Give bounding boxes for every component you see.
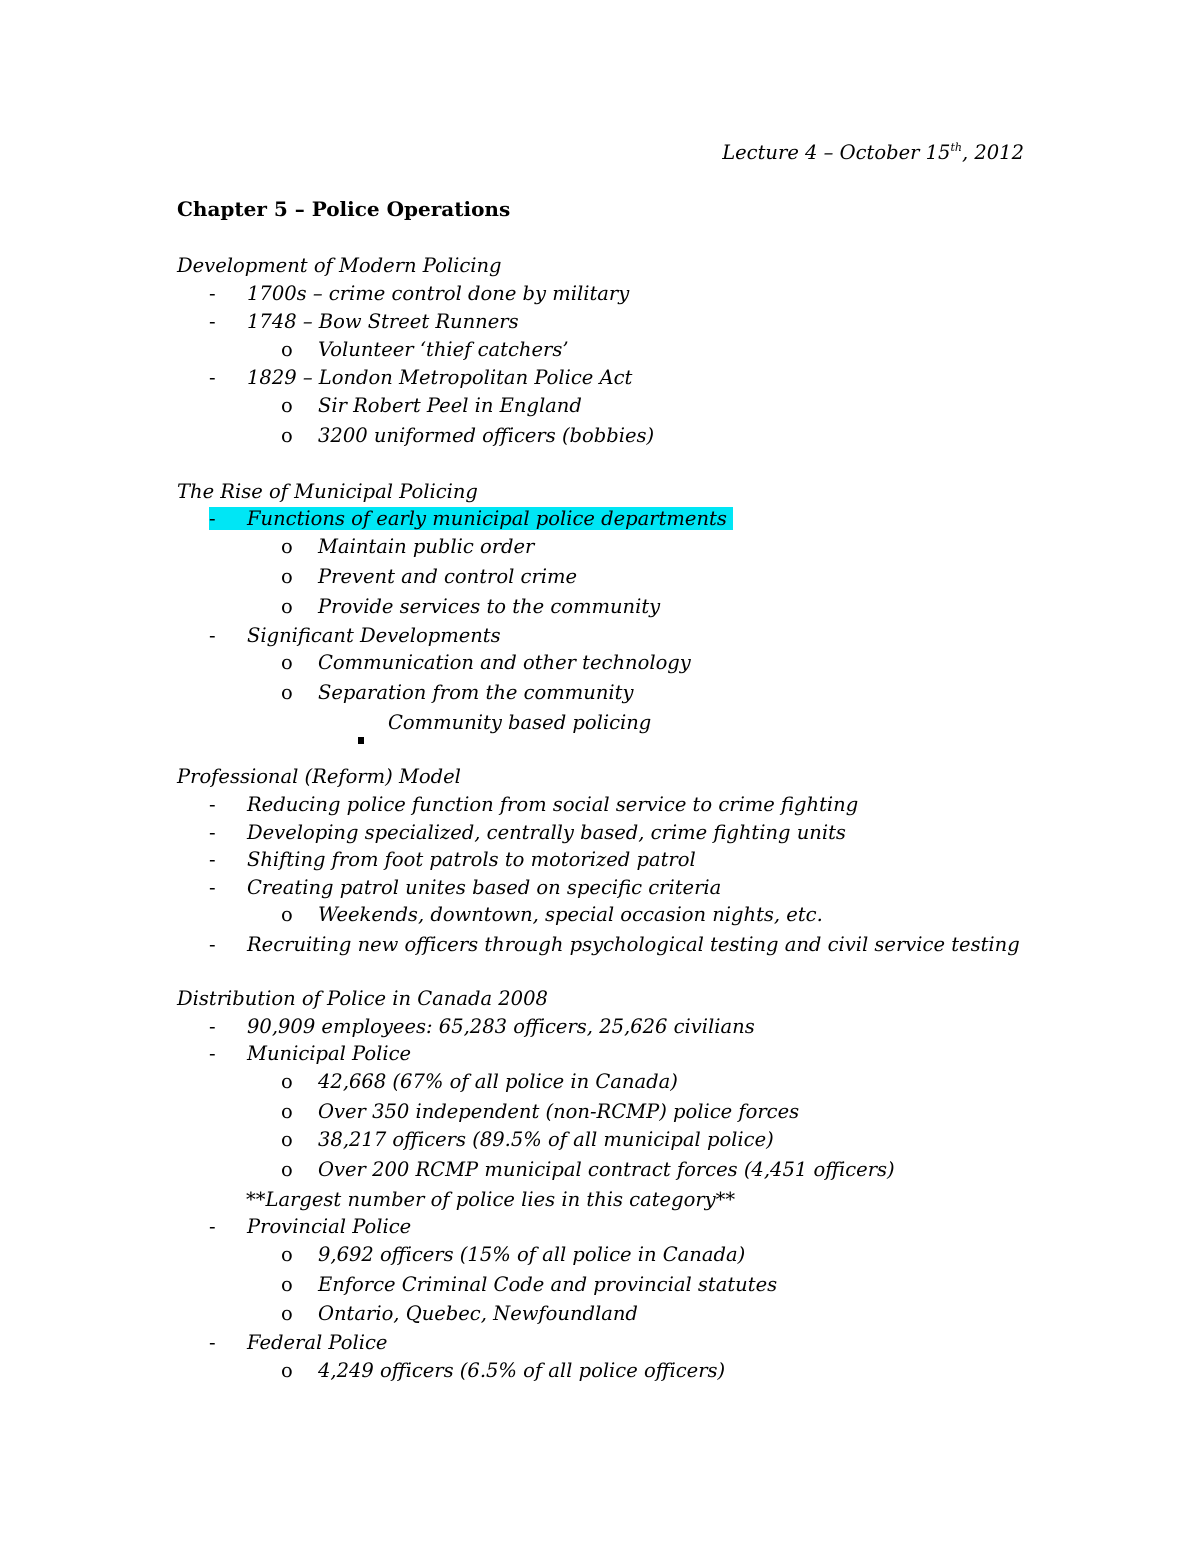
list-item-text: Weekends, downtown, special occasion nights, etc.	[318, 903, 823, 926]
list-item	[281, 1359, 725, 1383]
chapter-title: Chapter 5 – Police Operations	[177, 197, 511, 221]
circle-bullet-icon: o	[281, 1100, 293, 1123]
list-item-text: Developing specialized, centrally based, crime fighting units	[247, 821, 846, 844]
circle-bullet-icon: o	[281, 394, 293, 417]
dash-bullet-icon: -	[209, 1331, 216, 1354]
dash-bullet-icon: -	[209, 793, 216, 816]
list-item	[209, 848, 696, 872]
circle-bullet-icon: o	[281, 1128, 293, 1151]
list-item-text: Ontario, Quebec, Newfoundland	[318, 1302, 638, 1325]
circle-bullet-icon: o	[281, 1302, 293, 1325]
dash-bullet-icon: -	[209, 507, 216, 530]
circle-bullet-icon: o	[281, 1359, 293, 1382]
list-item-text: Separation from the community	[318, 681, 634, 704]
list-item	[281, 338, 569, 362]
list-item-text: Provide services to the community	[318, 595, 661, 618]
list-item-text: Enforce Criminal Code and provincial statutes	[318, 1273, 778, 1296]
list-item-text: Maintain public order	[318, 535, 535, 558]
section-title-rise: The Rise of Municipal Policing	[177, 480, 478, 503]
list-item-text: Over 200 RCMP municipal contract forces (4,451 officers)	[318, 1158, 895, 1181]
list-item	[209, 1015, 755, 1039]
dash-bullet-icon: -	[209, 310, 216, 333]
list-item-text: Communication and other technology	[318, 651, 691, 674]
list-item	[281, 1273, 777, 1297]
list-item	[281, 651, 691, 675]
list-item	[281, 1302, 638, 1326]
lecture-date-superscript: th	[950, 141, 962, 154]
lecture-date-prefix: Lecture 4 – October 15	[722, 141, 951, 164]
dash-bullet-icon: -	[209, 876, 216, 899]
dash-bullet-icon: -	[209, 624, 216, 647]
section-title-professional: Professional (Reform) Model	[177, 765, 461, 788]
list-item	[281, 1243, 745, 1267]
lecture-date-suffix: , 2012	[961, 141, 1024, 164]
list-item	[281, 565, 577, 589]
list-item	[209, 366, 632, 390]
section-title-distribution: Distribution of Police in Canada 2008	[177, 987, 548, 1010]
circle-bullet-icon: o	[281, 651, 293, 674]
list-item-text: 4,249 officers (6.5% of all police officers)	[318, 1359, 726, 1382]
list-item-text: 90,909 employees: 65,283 officers, 25,626 civilians	[247, 1015, 755, 1038]
list-item-text: Federal Police	[247, 1331, 388, 1354]
list-item-text: 3200 uniformed officers (bobbies)	[318, 424, 655, 447]
dash-bullet-icon: -	[209, 366, 216, 389]
list-item-text: Recruiting new officers through psychological testing and civil service testing	[247, 933, 1020, 956]
list-item	[209, 793, 858, 817]
lecture-date-header	[722, 141, 1024, 164]
list-item-text: Prevent and control crime	[318, 565, 578, 588]
category-note: **Largest number of police lies in this category**	[246, 1188, 736, 1211]
list-item-text: Reducing police function from social service to crime fighting	[247, 793, 859, 816]
dash-bullet-icon: -	[209, 1042, 216, 1065]
dash-bullet-icon: -	[209, 1215, 216, 1238]
list-item	[281, 1158, 895, 1182]
list-item	[209, 1042, 411, 1066]
list-item-highlighted	[209, 507, 733, 531]
list-item-text: Provincial Police	[247, 1215, 412, 1238]
list-item-text: 1829 – London Metropolitan Police Act	[247, 366, 633, 389]
circle-bullet-icon: o	[281, 424, 293, 447]
list-item-text: Significant Developments	[247, 624, 501, 647]
circle-bullet-icon: o	[281, 595, 293, 618]
list-item	[281, 394, 582, 418]
circle-bullet-icon: o	[281, 1273, 293, 1296]
list-item	[281, 535, 534, 559]
highlight-mark	[209, 507, 733, 530]
list-item-text: 38,217 officers (89.5% of all municipal police)	[318, 1128, 774, 1151]
list-item-text: Functions of early municipal police departments	[247, 507, 727, 530]
circle-bullet-icon: o	[281, 1243, 293, 1266]
list-item	[209, 1215, 411, 1239]
circle-bullet-icon: o	[281, 1158, 293, 1181]
list-item	[281, 1100, 799, 1124]
list-item-text: 9,692 officers (15% of all police in Canada)	[318, 1243, 746, 1266]
dash-bullet-icon: -	[209, 933, 216, 956]
list-item-text: Sir Robert Peel in England	[318, 394, 582, 417]
list-item	[209, 1331, 387, 1355]
list-item-text: Municipal Police	[247, 1042, 412, 1065]
list-item-text: Volunteer ‘thief catchers’	[318, 338, 569, 361]
circle-bullet-icon: o	[281, 903, 293, 926]
section-title-development: Development of Modern Policing	[177, 254, 502, 277]
list-item	[209, 624, 501, 648]
list-item-text: Shifting from foot patrols to motorized patrol	[247, 848, 696, 871]
list-item	[209, 282, 629, 306]
list-item-text: 1748 – Bow Street Runners	[247, 310, 519, 333]
circle-bullet-icon: o	[281, 535, 293, 558]
list-item	[281, 424, 654, 448]
list-item-text: Creating patrol unites based on specific criteria	[247, 876, 722, 899]
list-item	[281, 595, 660, 619]
list-item	[209, 933, 1020, 957]
dash-bullet-icon: -	[209, 821, 216, 844]
list-item	[281, 903, 823, 927]
list-item	[281, 1128, 774, 1152]
circle-bullet-icon: o	[281, 681, 293, 704]
circle-bullet-icon: o	[281, 338, 293, 361]
list-item-text: Over 350 independent (non-RCMP) police forces	[318, 1100, 800, 1123]
dash-bullet-icon: -	[209, 282, 216, 305]
circle-bullet-icon: o	[281, 565, 293, 588]
dash-bullet-icon: -	[209, 1015, 216, 1038]
list-item-text: 1700s – crime control done by military	[247, 282, 630, 305]
dash-bullet-icon: -	[209, 848, 216, 871]
list-item	[352, 711, 651, 735]
list-item	[209, 821, 846, 845]
list-item	[209, 310, 519, 334]
list-item	[209, 876, 721, 900]
list-item	[281, 1070, 678, 1094]
circle-bullet-icon: o	[281, 1070, 293, 1093]
list-item-text: Community based policing	[388, 711, 652, 734]
list-item	[281, 681, 633, 705]
list-item-text: 42,668 (67% of all police in Canada)	[318, 1070, 678, 1093]
